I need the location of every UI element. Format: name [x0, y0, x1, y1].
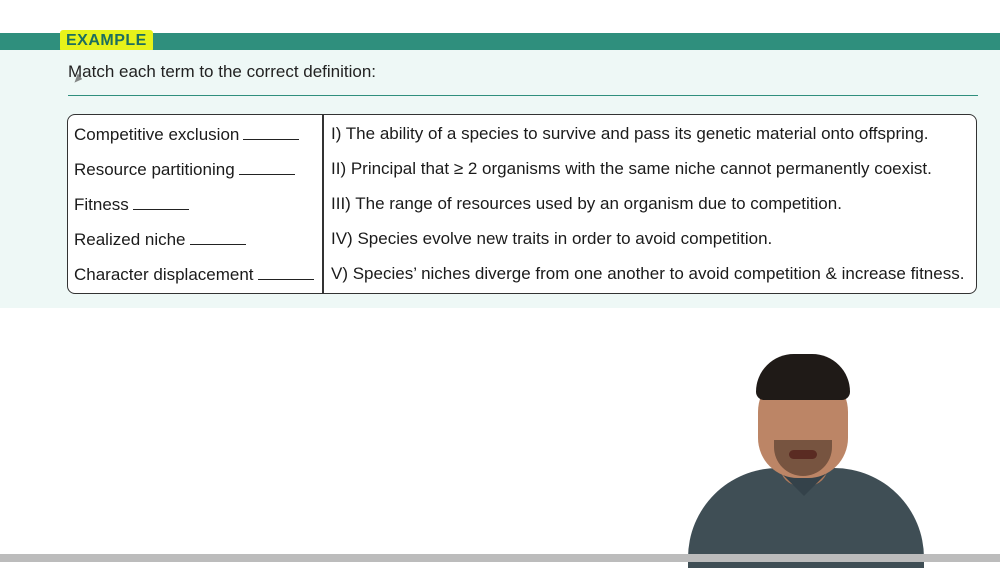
- answer-blank[interactable]: [190, 229, 246, 245]
- video-progress-bar[interactable]: [0, 554, 1000, 562]
- presenter-video: [688, 350, 928, 562]
- answer-blank[interactable]: [239, 159, 295, 175]
- definition-row: IV) Species evolve new traits in order to avoid competition.: [331, 229, 773, 248]
- definition-row: V) Species’ niches diverge from one another to avoid competition & increase fitness.: [331, 264, 965, 283]
- example-badge: EXAMPLE: [60, 30, 153, 52]
- presenter-hair: [756, 354, 850, 400]
- answer-blank[interactable]: [243, 124, 299, 140]
- column-divider: [322, 115, 324, 293]
- term-row: [74, 124, 299, 145]
- definition-row: III) The range of resources used by an organism due to competition.: [331, 194, 842, 213]
- matching-table: [67, 114, 977, 294]
- top-margin: [0, 0, 1000, 33]
- term-label: Character displacement: [74, 265, 254, 284]
- term-row: [74, 194, 189, 215]
- term-label: Fitness: [74, 195, 129, 214]
- answer-blank[interactable]: [133, 194, 189, 210]
- term-label: Resource partitioning: [74, 160, 235, 179]
- term-row: [74, 159, 295, 180]
- definition-row: II) Principal that ≥ 2 organisms with the same niche cannot permanently coexist.: [331, 159, 932, 178]
- term-row: [74, 229, 246, 250]
- presenter-mouth: [789, 450, 817, 459]
- answer-blank[interactable]: [258, 264, 314, 280]
- instruction-text: Match each term to the correct definition:: [68, 62, 377, 81]
- term-label: Realized niche: [74, 230, 186, 249]
- instruction-underline: [68, 95, 978, 96]
- term-label: Competitive exclusion: [74, 125, 240, 144]
- definition-row: I) The ability of a species to survive and pass its genetic material onto offspring.: [331, 124, 929, 143]
- term-row: [74, 264, 314, 285]
